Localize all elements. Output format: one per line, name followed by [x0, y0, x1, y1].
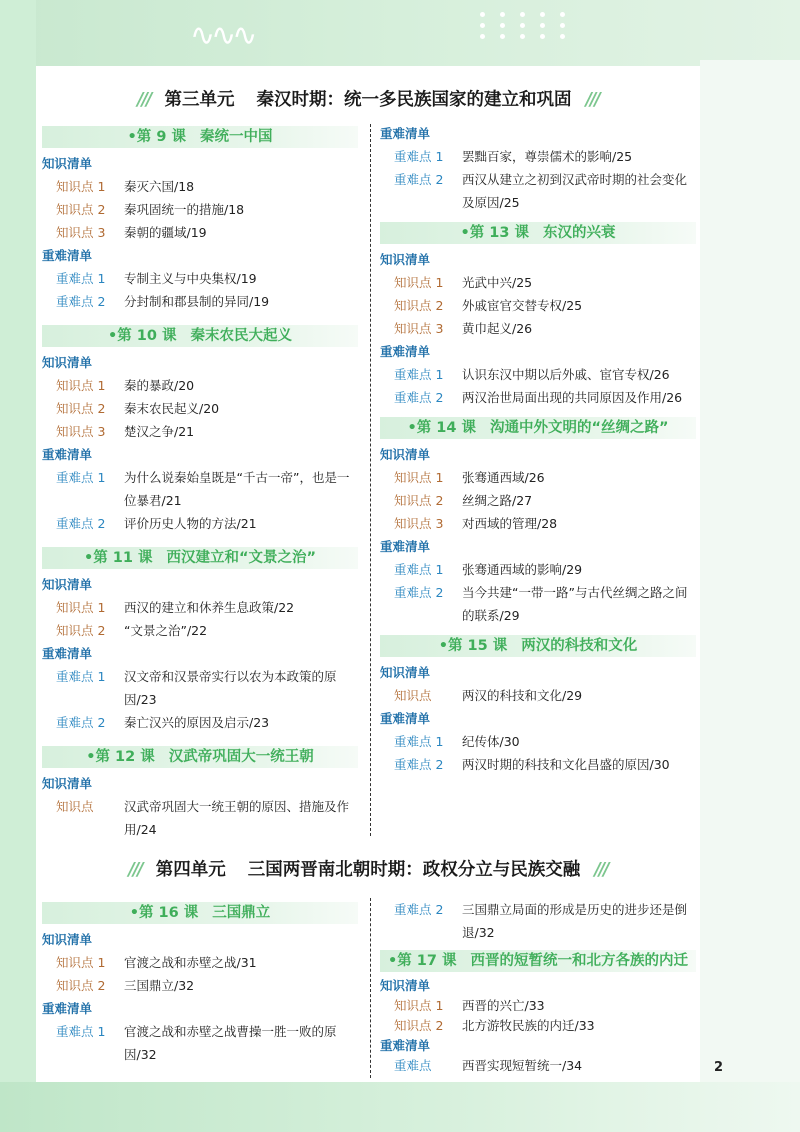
lesson-number: 第 10 课	[117, 328, 177, 344]
section-label: 重难清单	[42, 248, 93, 263]
item-label: 知识点 1	[56, 600, 106, 615]
item-text: 当今共建“一带一路”与古代丝绸之路之间的联系/29	[462, 585, 688, 623]
bullet-icon: •	[107, 328, 118, 344]
item-label: 知识点 1	[56, 955, 106, 970]
unit4-left-column	[42, 898, 358, 1066]
slash-decoration-icon: ///	[594, 860, 608, 880]
dots-decoration-icon	[480, 12, 560, 39]
list-item[interactable]	[42, 512, 358, 535]
list-item[interactable]	[380, 466, 696, 489]
section-label: 知识清单	[42, 156, 93, 171]
item-label: 知识点 3	[394, 321, 444, 336]
section-label: 知识清单	[380, 252, 431, 267]
unit-title: 三国两晋南北朝时期：政权分立与民族交融	[247, 860, 581, 880]
section-label: 知识清单	[42, 577, 93, 592]
list-item[interactable]	[42, 267, 358, 290]
lesson-title: 秦末农民大起义	[190, 328, 293, 344]
item-text: 三国鼎立/32	[124, 978, 195, 993]
item-text: 西汉的建立和休养生息政策/22	[124, 600, 295, 615]
section-label: 重难清单	[380, 539, 431, 554]
item-label: 知识点 1	[394, 998, 444, 1013]
list-item[interactable]	[42, 974, 358, 997]
page-number: 2	[714, 1060, 724, 1075]
list-item[interactable]	[380, 996, 696, 1016]
lesson-title: 秦统一中国	[199, 129, 273, 145]
bullet-icon: •	[127, 129, 137, 145]
item-text: 光武中兴/25	[462, 275, 533, 290]
left-margin-decoration	[0, 0, 36, 1132]
lesson-title: 西汉建立和“文景之治”	[166, 550, 317, 566]
section-label: 重难清单	[380, 1038, 431, 1053]
list-item[interactable]	[380, 145, 696, 168]
item-text: 秦巩固统一的措施/18	[124, 202, 245, 217]
item-text: 西晋实现短暂统一/34	[462, 1058, 583, 1073]
lesson-heading[interactable]	[380, 222, 696, 244]
item-label: 重难点 2	[394, 585, 444, 600]
slash-decoration-icon: ///	[128, 860, 142, 880]
section-label: 重难清单	[380, 126, 431, 141]
item-label: 重难点 1	[56, 470, 106, 485]
item-text: 张骞通西域/26	[462, 470, 545, 485]
list-item[interactable]	[42, 1020, 358, 1066]
item-label: 重难点 2	[394, 757, 444, 772]
item-label: 重难点 2	[394, 902, 444, 917]
list-item[interactable]	[380, 1016, 696, 1036]
list-item[interactable]	[380, 317, 696, 340]
list-item[interactable]	[380, 271, 696, 294]
item-label: 知识点 2	[56, 401, 106, 416]
item-text: 为什么说秦始皇既是“千古一帝”，也是一位暴君/21	[124, 470, 350, 508]
item-text: 官渡之战和赤壁之战曹操一胜一败的原因/32	[124, 1024, 337, 1062]
list-item[interactable]	[42, 397, 358, 420]
item-text: 对西域的管理/28	[462, 516, 558, 531]
section-label: 重难清单	[42, 447, 93, 462]
list-item[interactable]	[380, 730, 696, 753]
item-text: 两汉治世局面出现的共同原因及作用/26	[462, 390, 683, 405]
item-text: 西汉从建立之初到汉武帝时期的社会变化及原因/25	[462, 172, 688, 210]
list-item[interactable]	[42, 198, 358, 221]
list-item[interactable]	[380, 1056, 696, 1076]
item-text: 官渡之战和赤壁之战/31	[124, 955, 257, 970]
item-text: 两汉的科技和文化/29	[462, 688, 583, 703]
slash-decoration-icon: ///	[137, 90, 151, 110]
unit-title: 秦汉时期：统一多民族国家的建立和巩固	[256, 90, 572, 110]
item-text: 秦灭六国/18	[124, 179, 195, 194]
section-label: 知识清单	[380, 665, 431, 680]
lesson-number: 第 17 课	[397, 953, 457, 969]
item-text: 楚汉之争/21	[124, 424, 195, 439]
list-item[interactable]	[380, 168, 696, 214]
item-label: 知识点 2	[56, 978, 106, 993]
right-margin-decoration	[700, 60, 800, 1132]
section-label: 知识清单	[380, 978, 431, 993]
section-label: 重难清单	[42, 646, 93, 661]
lesson-number: 第 13 课	[469, 225, 530, 241]
lesson-number: 第 12 课	[95, 749, 155, 765]
section-label: 重难清单	[42, 1001, 93, 1016]
item-label: 知识点 1	[56, 179, 106, 194]
lesson-title: 西晋的短暂统一和北方各族的内迁	[470, 953, 689, 969]
list-item[interactable]	[380, 558, 696, 581]
bullet-icon: •	[407, 420, 417, 436]
item-text: 专制主义与中央集权/19	[124, 271, 257, 286]
bullet-icon: •	[438, 638, 448, 654]
lesson-heading[interactable]	[380, 417, 696, 439]
lesson-heading[interactable]	[380, 950, 696, 972]
item-label: 重难点 2	[394, 172, 444, 187]
list-item[interactable]	[380, 898, 696, 944]
list-item[interactable]	[42, 175, 358, 198]
wave-decoration-icon: ∿∿∿	[190, 18, 254, 53]
lesson-title: 三国鼎立	[212, 905, 271, 921]
column-divider	[370, 898, 371, 1078]
list-item[interactable]	[380, 489, 696, 512]
unit-number: 第三单元	[164, 90, 235, 110]
list-item[interactable]	[42, 619, 358, 642]
item-text: 秦亡汉兴的原因及启示/23	[124, 715, 270, 730]
list-item[interactable]	[380, 386, 696, 409]
list-item[interactable]	[380, 294, 696, 317]
item-label: 知识点 2	[394, 1018, 444, 1033]
list-item[interactable]	[42, 795, 358, 841]
lesson-heading[interactable]	[42, 746, 358, 768]
bullet-icon: •	[86, 749, 96, 765]
section-label: 知识清单	[42, 776, 93, 791]
unit-heading-3	[36, 86, 700, 111]
bullet-icon: •	[387, 953, 398, 969]
item-text: 丝绸之路/27	[462, 493, 533, 508]
item-label: 重难点 2	[56, 294, 106, 309]
item-label: 重难点 1	[56, 271, 106, 286]
unit4-right-column	[380, 898, 696, 1076]
section-label: 知识清单	[42, 932, 93, 947]
item-text: 张骞通西域的影响/29	[462, 562, 583, 577]
footer-decoration	[0, 1082, 800, 1132]
lesson-heading[interactable]	[42, 325, 358, 347]
section-label: 知识清单	[380, 447, 431, 462]
section-label: 重难清单	[380, 711, 431, 726]
list-item[interactable]	[380, 512, 696, 535]
lesson-title: 东汉的兴衰	[543, 225, 616, 241]
item-text: 认识东汉中期以后外戚、宦官专权/26	[462, 367, 670, 382]
section-label: 知识清单	[42, 355, 93, 370]
item-text: 秦末农民起义/20	[124, 401, 220, 416]
item-label: 重难点 1	[394, 367, 444, 382]
list-item[interactable]	[42, 221, 358, 244]
list-item[interactable]	[380, 581, 696, 627]
item-text: 汉武帝巩固大一统王朝的原因、措施及作用/24	[124, 799, 350, 837]
item-text: 汉文帝和汉景帝实行以农为本政策的原因/23	[124, 669, 337, 707]
lesson-number: 第 15 课	[448, 638, 508, 654]
item-label: 知识点 1	[56, 378, 106, 393]
list-item[interactable]	[380, 684, 696, 707]
item-text: 三国鼎立局面的形成是历史的进步还是倒退/32	[462, 902, 688, 940]
lesson-title: 沟通中外文明的“丝绸之路”	[490, 420, 669, 436]
item-label: 知识点 3	[56, 225, 106, 240]
item-text: 纪传体/30	[462, 734, 520, 749]
lesson-number: 第 14 课	[416, 420, 476, 436]
list-item[interactable]	[42, 290, 358, 313]
item-label: 知识点	[394, 688, 432, 703]
list-item[interactable]	[42, 665, 358, 711]
item-label: 重难点 1	[56, 669, 106, 684]
item-label: 重难点	[394, 1058, 432, 1073]
slash-decoration-icon: ///	[585, 90, 599, 110]
item-label: 知识点 2	[56, 623, 106, 638]
item-text: 北方游牧民族的内迁/33	[462, 1018, 595, 1033]
bullet-icon: •	[83, 550, 94, 566]
item-label: 知识点 2	[56, 202, 106, 217]
lesson-title: 两汉的科技和文化	[521, 638, 638, 654]
lesson-heading[interactable]	[380, 635, 696, 657]
item-label: 重难点 2	[394, 390, 444, 405]
unit-heading-4	[36, 856, 700, 881]
item-text: 外戚宦官交替专权/25	[462, 298, 583, 313]
list-item[interactable]	[42, 466, 358, 512]
lesson-heading[interactable]	[42, 126, 358, 148]
list-item[interactable]	[380, 363, 696, 386]
list-item[interactable]	[42, 596, 358, 619]
item-label: 重难点 1	[394, 149, 444, 164]
item-text: 西晋的兴亡/33	[462, 998, 545, 1013]
item-label: 知识点 1	[394, 470, 444, 485]
item-text: “文景之治”/22	[124, 623, 208, 638]
lesson-heading[interactable]	[42, 902, 358, 924]
lesson-number: 第 9 课	[136, 129, 186, 145]
list-item[interactable]	[42, 420, 358, 443]
bullet-icon: •	[460, 225, 470, 241]
lesson-number: 第 11 课	[93, 550, 153, 566]
list-item[interactable]	[42, 374, 358, 397]
item-label: 知识点 3	[56, 424, 106, 439]
item-label: 重难点 1	[56, 1024, 106, 1039]
item-text: 评价历史人物的方法/21	[124, 516, 257, 531]
item-label: 重难点 2	[56, 516, 106, 531]
lesson-title: 汉武帝巩固大一统王朝	[168, 749, 314, 765]
list-item[interactable]	[42, 951, 358, 974]
unit3-left-column	[42, 122, 358, 841]
lesson-heading[interactable]	[42, 547, 358, 569]
bullet-icon: •	[129, 905, 139, 921]
item-label: 知识点	[56, 799, 94, 814]
item-text: 秦朝的疆域/19	[124, 225, 207, 240]
header-decoration	[0, 0, 800, 70]
column-divider	[370, 124, 371, 836]
item-text: 分封制和郡县制的异同/19	[124, 294, 270, 309]
item-text: 两汉时期的科技和文化昌盛的原因/30	[462, 757, 670, 772]
item-label: 知识点 1	[394, 275, 444, 290]
item-text: 罢黜百家，尊崇儒术的影响/25	[462, 149, 633, 164]
contents-page	[36, 66, 700, 1082]
item-text: 黄巾起义/26	[462, 321, 533, 336]
item-label: 知识点 2	[394, 298, 444, 313]
item-label: 重难点 2	[56, 715, 106, 730]
section-label: 重难清单	[380, 344, 431, 359]
item-label: 重难点 1	[394, 734, 444, 749]
item-label: 知识点 2	[394, 493, 444, 508]
lesson-number: 第 16 课	[139, 905, 199, 921]
item-label: 重难点 1	[394, 562, 444, 577]
unit3-right-column	[380, 122, 696, 776]
list-item[interactable]	[380, 753, 696, 776]
item-text: 秦的暴政/20	[124, 378, 195, 393]
list-item[interactable]	[42, 711, 358, 734]
item-label: 知识点 3	[394, 516, 444, 531]
unit-number: 第四单元	[155, 860, 226, 880]
